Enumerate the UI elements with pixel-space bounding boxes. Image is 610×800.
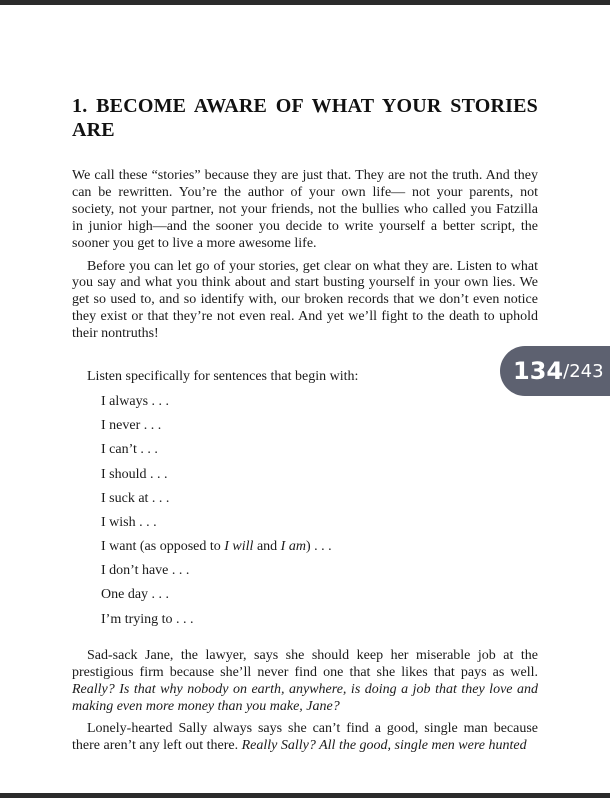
top-border <box>0 0 610 5</box>
page-separator: / <box>563 360 570 382</box>
story-item: I should . . . <box>101 466 168 482</box>
sally-paragraph <box>72 721 538 755</box>
section-heading: 1. BECOME AWARE OF WHAT YOUR STORIES ARE <box>72 95 538 141</box>
sally-italic: Really Sally? All the good, single men were hunted <box>241 738 527 754</box>
story-text: and <box>253 539 281 555</box>
story-item <box>101 539 538 563</box>
story-item: I wish . . . <box>101 514 157 530</box>
sally-text: Lonely-hearted Sally always says she can’t find a good, single man because there aren’t any left out there. <box>72 721 538 754</box>
body-paragraph: Before you can let go of your stories, get clear on what they are. Listen to what you say and what you think about and start busting yourself in your own lies. We get so used to, and so identify with, our broken records that we don’t even notice they exist or that they’re not even real. And yet we’ll fight to the death to uphold their nontruths! <box>72 258 538 342</box>
total-pages: 243 <box>569 360 604 382</box>
story-emphasis: I am <box>280 539 306 555</box>
bottom-border <box>0 793 610 798</box>
story-list <box>72 394 538 636</box>
page-content <box>72 94 538 755</box>
story-emphasis: I will <box>224 539 254 555</box>
story-item: I suck at . . . <box>101 490 170 506</box>
jane-italic: Really? Is that why nobody on earth, anywhere, is doing a job that they love and making even more money than you make, Jane? <box>72 681 538 714</box>
story-item: I can’t . . . <box>101 442 158 458</box>
jane-text: Sad-sack Jane, the lawyer, says she should keep her miserable job at the prestigious firm because she’ll never find one that she likes that pays as well. <box>72 647 538 680</box>
story-item: One day . . . <box>101 587 170 603</box>
story-item: I always . . . <box>101 393 170 409</box>
body-paragraph: We call these “stories” because they are just that. They are not the truth. And they can be rewritten. You’re the author of your own life— not your parents, not society, not your partner, not your friends, not the bullies who called you Fatzilla in junior high—and the sooner you decide to write yourself a better script, the sooner you get to live a more awesome life. <box>72 168 538 251</box>
jane-paragraph <box>72 648 538 716</box>
story-text: ) . . . <box>305 539 332 555</box>
story-item: I don’t have . . . <box>101 563 190 579</box>
list-intro: Listen specifically for sentences that begin with: <box>87 369 359 385</box>
story-item: I never . . . <box>101 418 162 434</box>
current-page-number: 134 <box>513 357 564 385</box>
page-indicator-badge[interactable] <box>500 346 610 396</box>
story-item: I’m trying to . . . <box>101 611 194 627</box>
story-text: I want (as opposed to <box>101 539 225 555</box>
